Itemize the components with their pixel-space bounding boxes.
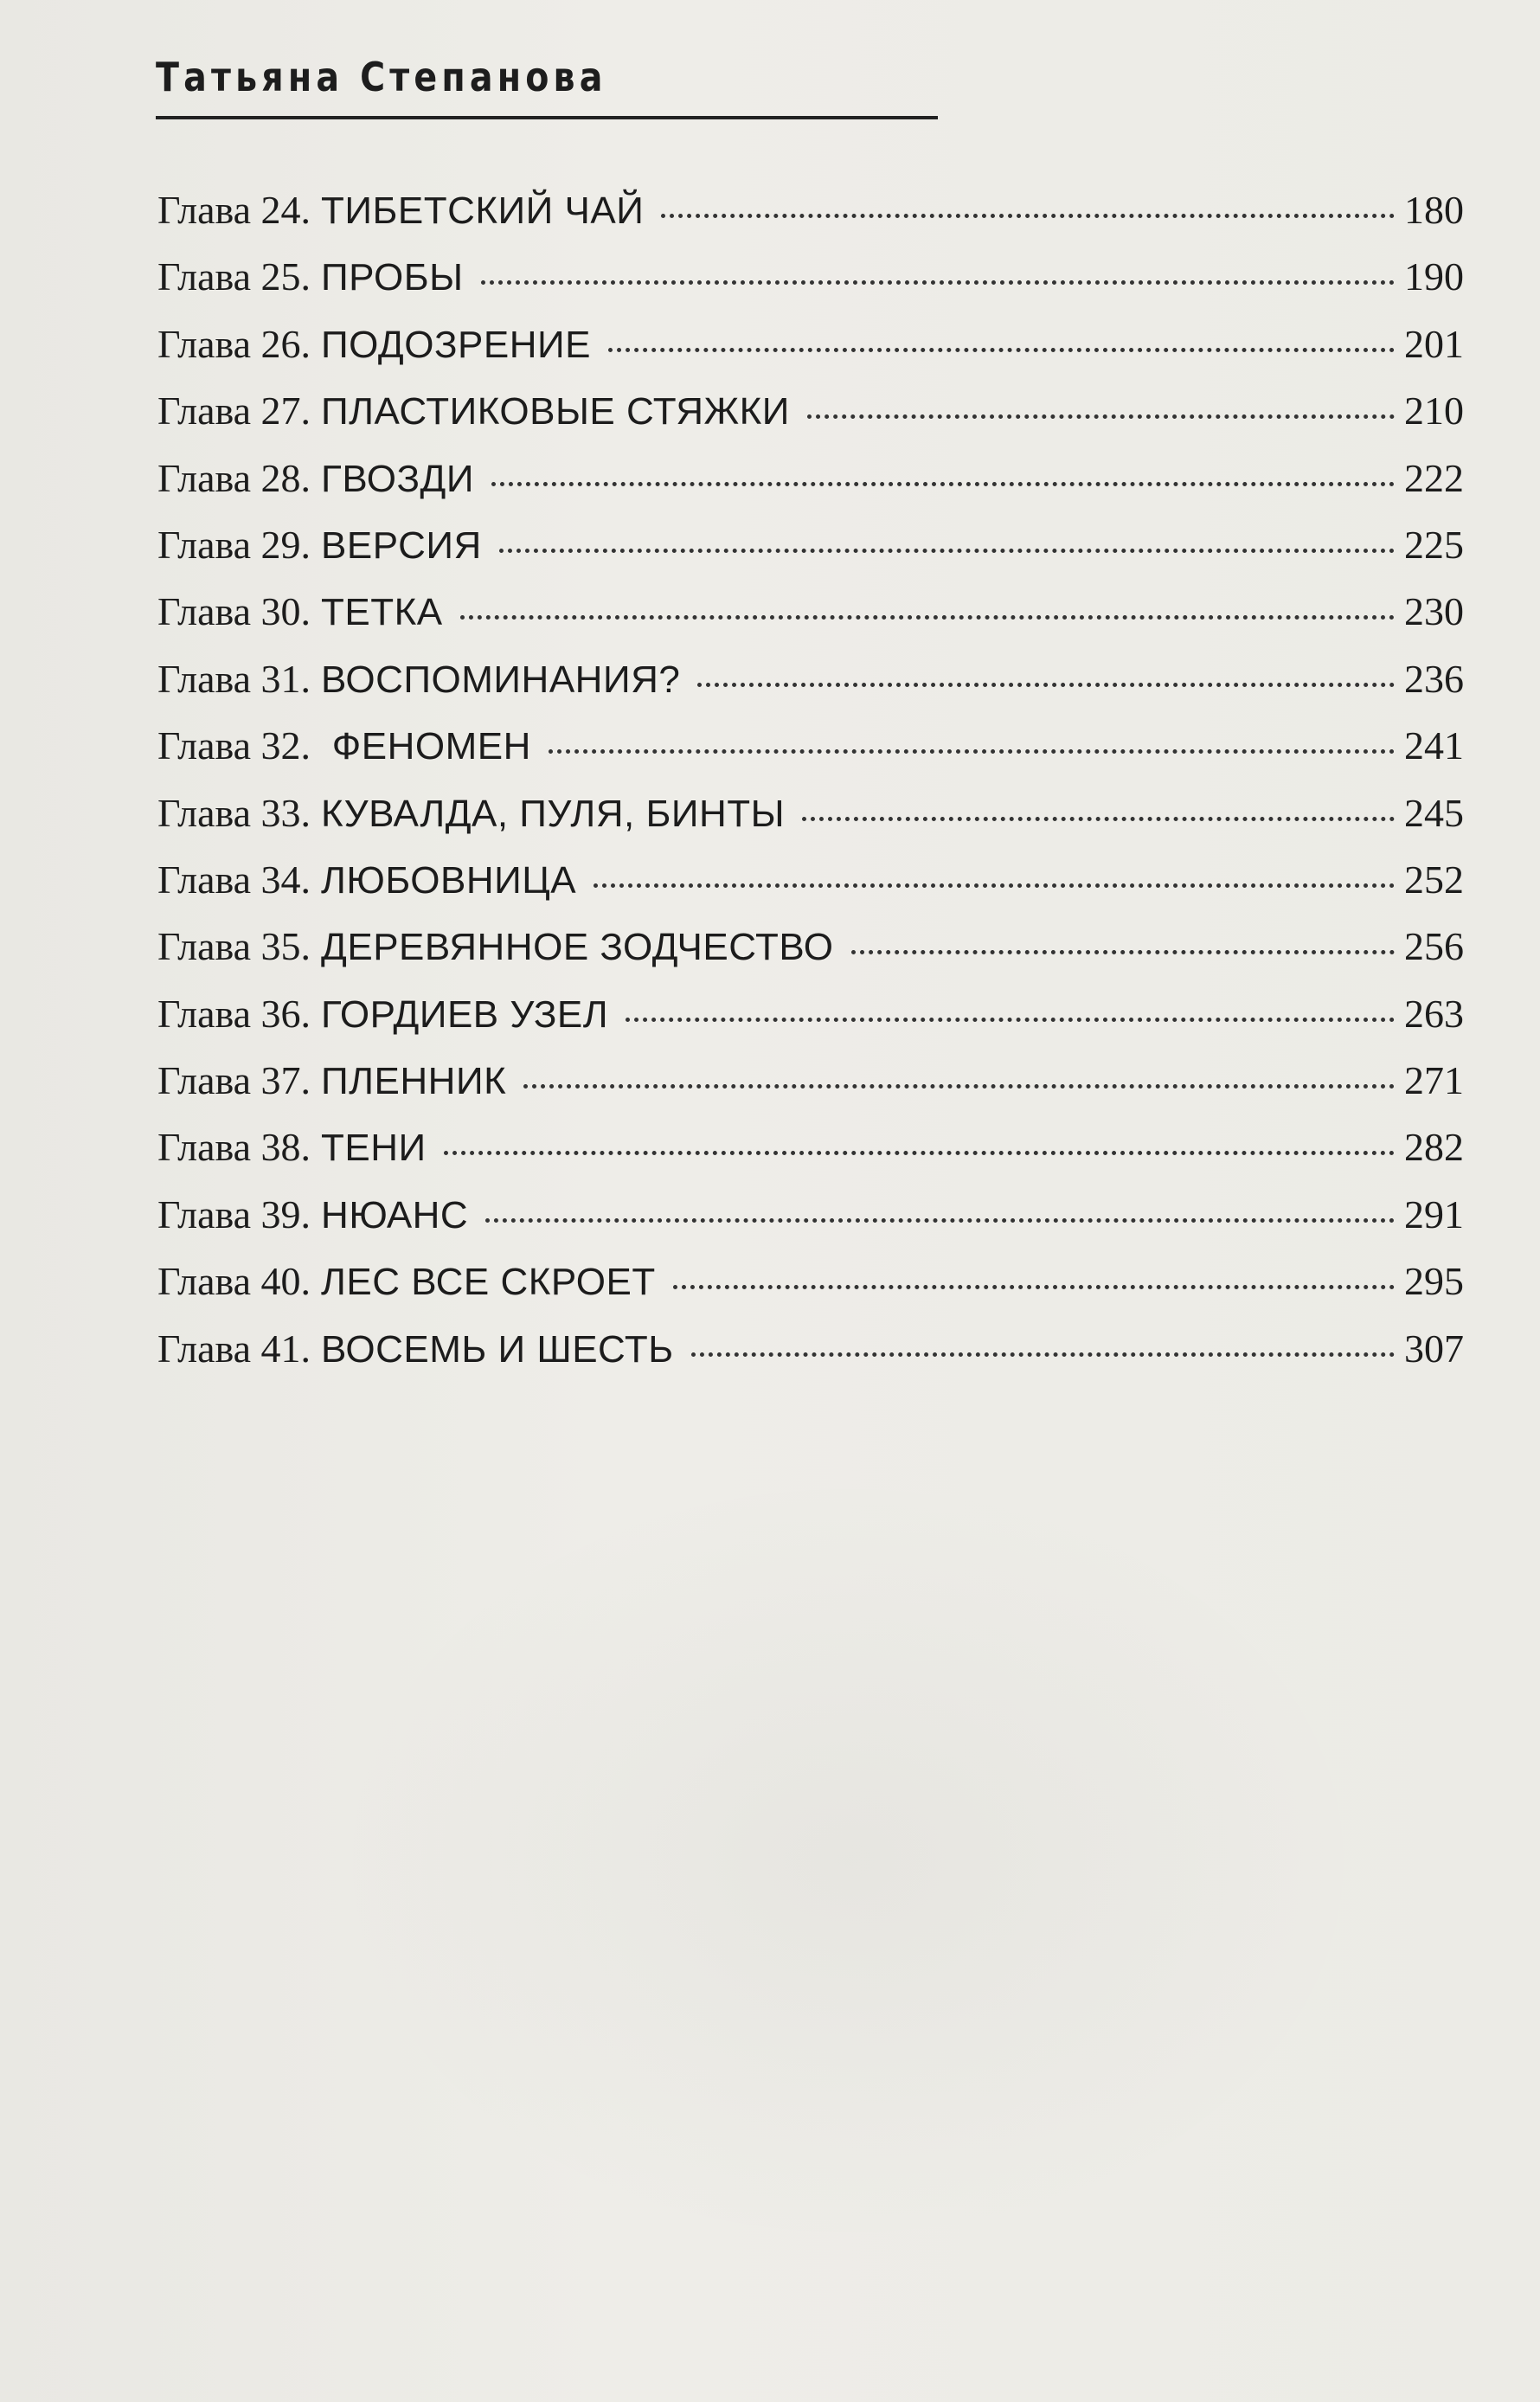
page-number: 263 (1404, 991, 1464, 1036)
chapter-title: НЮАНС (321, 1193, 469, 1236)
dot-leader (460, 615, 1395, 620)
chapter-number: Глава 38. (157, 1125, 311, 1170)
toc-entry (157, 1057, 1464, 1124)
page-number: 307 (1404, 1326, 1464, 1371)
toc-entry (157, 991, 1464, 1057)
chapter-number: Глава 37. (157, 1058, 311, 1103)
chapter-title: ГВОЗДИ (321, 457, 474, 500)
chapter-number: Глава 41. (157, 1326, 311, 1371)
dot-leader (807, 414, 1395, 419)
page-number: 252 (1404, 857, 1464, 902)
chapter-number: Глава 36. (157, 991, 311, 1036)
toc-entry (157, 1326, 1464, 1392)
chapter-title: ВОСПОМИНАНИЯ? (321, 658, 681, 701)
toc-entry (157, 656, 1464, 723)
toc-entry (157, 522, 1464, 588)
page-number: 295 (1404, 1259, 1464, 1304)
page-number: 256 (1404, 924, 1464, 969)
page-number: 210 (1404, 389, 1464, 434)
chapter-title: ФЕНОМЕН (321, 725, 531, 768)
dot-leader (608, 348, 1395, 352)
dot-leader (444, 1151, 1395, 1155)
dot-leader (499, 549, 1395, 553)
author-name: Татьяна Степанова (156, 54, 607, 100)
page-number: 271 (1404, 1058, 1464, 1103)
page-number: 180 (1404, 188, 1464, 232)
chapter-title: ПЛАСТИКОВЫЕ СТЯЖКИ (321, 390, 790, 434)
dot-leader (485, 1218, 1395, 1223)
chapter-number: Глава 30. (157, 589, 311, 634)
dot-leader (626, 1018, 1395, 1022)
chapter-title: ДЕРЕВЯННОЕ ЗОДЧЕСТВО (321, 926, 834, 969)
chapter-number: Глава 25. (157, 254, 311, 299)
chapter-title: КУВАЛДА, ПУЛЯ, БИНТЫ (321, 792, 786, 835)
header-rule (156, 116, 938, 119)
dot-leader (697, 683, 1395, 687)
toc-entry (157, 388, 1464, 454)
chapter-title: ТИБЕТСКИЙ ЧАЙ (321, 189, 645, 232)
page-number: 241 (1404, 723, 1464, 768)
dot-leader (802, 817, 1395, 821)
page-number: 201 (1404, 321, 1464, 366)
chapter-number: Глава 35. (157, 924, 311, 969)
chapter-title: ВЕРСИЯ (321, 523, 482, 567)
toc-entry (157, 857, 1464, 923)
chapter-number: Глава 32. (157, 723, 311, 768)
chapter-number: Глава 24. (157, 188, 311, 232)
page-number: 245 (1404, 790, 1464, 835)
chapter-number: Глава 34. (157, 857, 311, 902)
chapter-title: ТЕНИ (321, 1127, 427, 1170)
chapter-number: Глава 26. (157, 321, 311, 366)
chapter-number: Глава 39. (157, 1191, 311, 1236)
page-number: 190 (1404, 254, 1464, 299)
toc-entry (157, 1191, 1464, 1258)
toc-entry (157, 254, 1464, 320)
dot-leader (673, 1285, 1395, 1289)
toc-entry (157, 455, 1464, 522)
toc-entry (157, 588, 1464, 655)
chapter-title: ПОДОЗРЕНИЕ (321, 323, 591, 366)
show-through-text-area (329, 1471, 1367, 2250)
toc-entry (157, 790, 1464, 857)
running-header (156, 54, 681, 100)
chapter-title: ТЕТКА (321, 591, 443, 634)
page-number: 222 (1404, 455, 1464, 500)
dot-leader (491, 482, 1395, 486)
page-number: 291 (1404, 1191, 1464, 1236)
toc-entry (157, 1124, 1464, 1191)
dot-leader (523, 1084, 1395, 1089)
table-of-contents (157, 187, 1464, 1392)
chapter-title: ЛЕС ВСЕ СКРОЕТ (321, 1261, 656, 1304)
dot-leader (549, 749, 1395, 754)
toc-entry (157, 923, 1464, 990)
toc-entry (157, 321, 1464, 388)
chapter-number: Глава 27. (157, 389, 311, 434)
chapter-number: Глава 28. (157, 455, 311, 500)
chapter-title: ПРОБЫ (321, 256, 464, 299)
page-number: 230 (1404, 589, 1464, 634)
chapter-title: ГОРДИЕВ УЗЕЛ (321, 992, 609, 1036)
dot-leader (594, 883, 1395, 888)
dot-leader (851, 950, 1395, 954)
chapter-title: ЛЮБОВНИЦА (321, 858, 577, 902)
dot-leader (691, 1352, 1395, 1357)
chapter-title: ПЛЕННИК (321, 1060, 507, 1103)
chapter-title: ВОСЕМЬ И ШЕСТЬ (321, 1327, 674, 1371)
chapter-number: Глава 40. (157, 1259, 311, 1304)
chapter-number: Глава 31. (157, 656, 311, 701)
dot-leader (481, 280, 1395, 285)
toc-entry (157, 1258, 1464, 1325)
page-number: 236 (1404, 656, 1464, 701)
page-number: 225 (1404, 522, 1464, 567)
page-number: 282 (1404, 1125, 1464, 1170)
dot-leader (661, 214, 1395, 218)
toc-entry (157, 723, 1464, 789)
chapter-number: Глава 29. (157, 522, 311, 567)
toc-entry (157, 187, 1464, 254)
chapter-number: Глава 33. (157, 790, 311, 835)
